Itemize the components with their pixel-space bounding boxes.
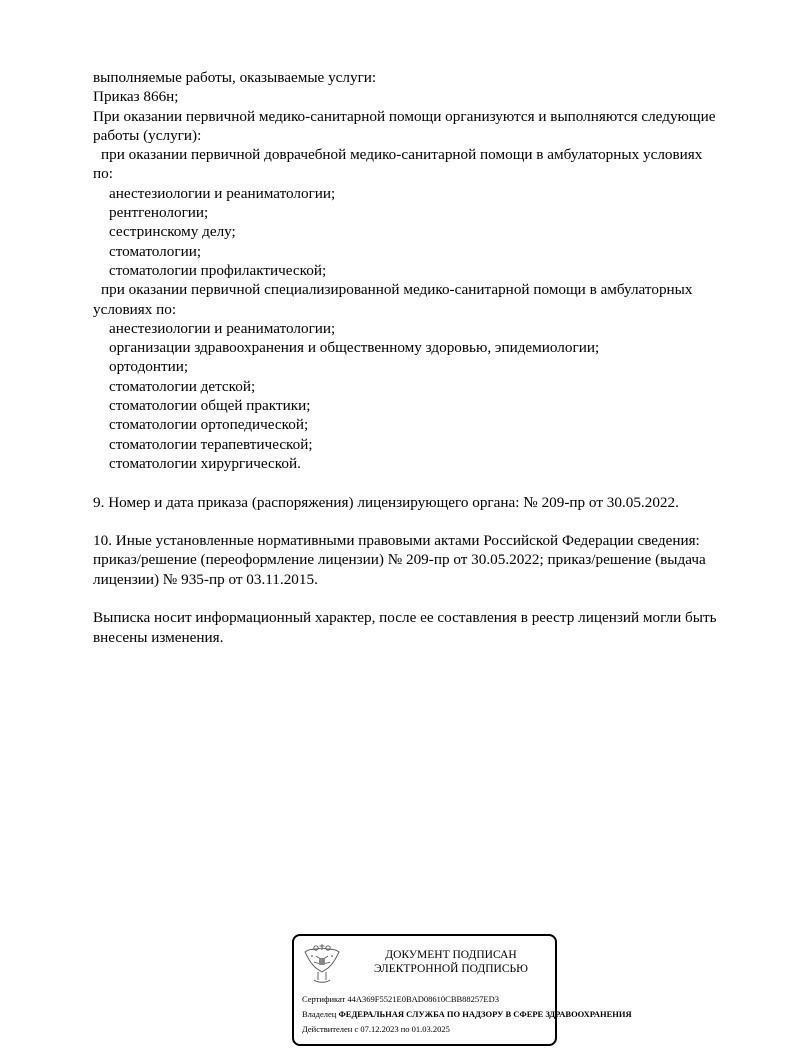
list-item: стоматологии хирургической.: [109, 454, 301, 472]
coat-of-arms-icon: [302, 942, 342, 986]
list-item: стоматологии общей практики;: [109, 397, 311, 415]
text-line: выполняемые работы, оказываемые услуги:: [93, 69, 377, 86]
text-line: При оказании первичной медико-санитарной помощи организуются и выполняются следующие: [93, 107, 716, 125]
list-item: стоматологии;: [109, 242, 202, 260]
text-line: работы (услуги):: [93, 126, 202, 144]
text-line: при оказании первичной специализированной медико-санитарной помощи в амбулаторных: [101, 281, 693, 299]
list-item: организации здравоохранения и общественному здоровью, эпидемиологии;: [109, 339, 600, 357]
certificate-label: Сертификат: [302, 994, 346, 1004]
section-9-text: 9. Номер и дата приказа (распоряжения) лицензирующего органа: № 209-пр от 30.05.2022.: [93, 493, 679, 511]
list-item: стоматологии детской;: [109, 377, 256, 395]
validity-row: [302, 1024, 450, 1035]
list-item: сестринскому делу;: [109, 223, 236, 241]
list-item: стоматологии ортопедической;: [109, 416, 309, 434]
paragraph-gap: [93, 512, 763, 531]
stamp-title-line: ЭЛЕКТРОННОЙ ПОДПИСЬЮ: [374, 963, 528, 975]
validity-text: Действителен с 07.12.2023 по 01.03.2025: [302, 1024, 450, 1034]
document-body: [93, 68, 763, 647]
text-line: по:: [93, 165, 113, 183]
stamp-title-line: ДОКУМЕНТ ПОДПИСАН: [385, 949, 517, 961]
electronic-signature-stamp: [292, 934, 632, 1046]
section-10-text: лицензии) № 935-пр от 03.11.2015.: [93, 570, 318, 588]
owner-row: [302, 1009, 632, 1020]
text-line: условиях по:: [93, 300, 177, 318]
certificate-value: 44A369F5521E0BAD08610CBB88257ED3: [347, 994, 499, 1004]
owner-label: Владелец: [302, 1009, 337, 1019]
text-line: Приказ 866н;: [93, 88, 179, 106]
section-10-text: приказ/решение (переоформление лицензии) № 209-пр от 30.05.2022; приказ/решение (выдача: [93, 551, 706, 569]
paragraph-gap: [93, 589, 763, 608]
paragraph-gap: [93, 473, 763, 492]
list-item: ортодонтии;: [109, 358, 189, 376]
stamp-title: [356, 948, 546, 976]
certificate-row: [302, 994, 499, 1005]
section-10-text: 10. Иные установленные нормативными правовыми актами Российской Федерации сведения:: [93, 532, 700, 550]
list-item: анестезиологии и реаниматологии;: [109, 184, 336, 202]
list-item: стоматологии профилактической;: [109, 261, 327, 279]
list-item: рентгенологии;: [109, 204, 209, 222]
list-item: стоматологии терапевтической;: [109, 435, 313, 453]
disclaimer-text: внесены изменения.: [93, 628, 224, 646]
list-item: анестезиологии и реаниматологии;: [109, 319, 336, 337]
disclaimer-text: Выписка носит информационный характер, после ее составления в реестр лицензий могли быть: [93, 609, 717, 627]
owner-value: ФЕДЕРАЛЬНАЯ СЛУЖБА ПО НАДЗОРУ В СФЕРЕ ЗДРАВООХРАНЕНИЯ: [338, 1009, 632, 1019]
text-line: при оказании первичной доврачебной медико-санитарной помощи в амбулаторных условиях: [101, 146, 703, 164]
